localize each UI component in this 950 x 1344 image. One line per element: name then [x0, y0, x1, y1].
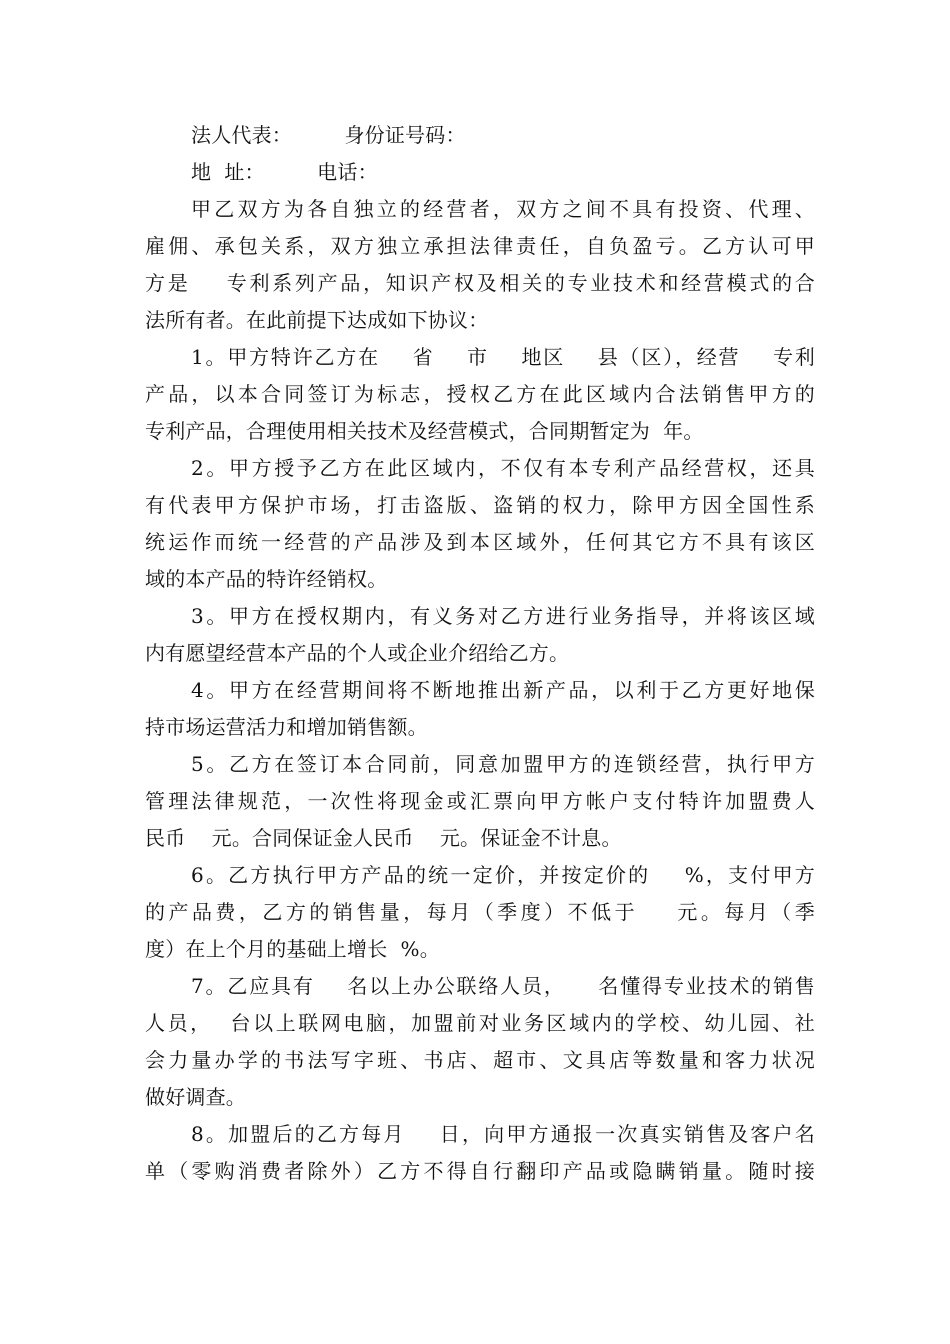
text-line: 8。加盟后的乙方每月 日，向甲方通报一次真实销售及客户名 — [191, 1122, 815, 1146]
text-line: 法人代表： 身份证号码： — [191, 123, 466, 147]
text-line: 甲乙双方为各自独立的经营者，双方之间不具有投资、代理、 — [191, 197, 815, 221]
text-line: 做好调查。 — [145, 1085, 246, 1109]
text-line: 的产品费，乙方的销售量，每月（季度）不低于 元。每月（季 — [145, 900, 815, 924]
text-line: 地 址： 电话： — [191, 160, 378, 184]
text-line: 产品，以本合同签订为标志，授权乙方在此区域内合法销售甲方的 — [145, 382, 815, 406]
text-line: 民币 元。合同保证金人民币 元。保证金不计息。 — [145, 826, 622, 850]
contract-text — [145, 117, 815, 1190]
text-line: 5。乙方在签订本合同前，同意加盟甲方的连锁经营，执行甲方 — [191, 752, 815, 776]
text-line: 1。甲方特许乙方在 省 市 地区 县（区），经营 专利 — [191, 345, 815, 369]
text-line: 7。乙应具有 名以上办公联络人员， 名懂得专业技术的销售 — [191, 974, 815, 998]
text-line: 域的本产品的特许经销权。 — [145, 567, 388, 591]
text-line: 度）在上个月的基础上增长 %。 — [145, 937, 440, 961]
text-line: 管理法律规范，一次性将现金或汇票向甲方帐户支付特许加盟费人 — [145, 789, 815, 813]
text-line: 法所有者。在此前提下达成如下协议： — [145, 308, 489, 332]
text-line: 统运作而统一经营的产品涉及到本区域外，任何其它方不具有该区 — [145, 530, 815, 554]
text-line: 专利产品，合理使用相关技术及经营模式，合同期暂定为 年。 — [145, 419, 704, 443]
text-line: 人员， 台以上联网电脑，加盟前对业务区域内的学校、幼儿园、社 — [145, 1011, 815, 1035]
text-line: 持市场运营活力和增加销售额。 — [145, 715, 428, 739]
text-line: 2。甲方授予乙方在此区域内，不仅有本专利产品经营权，还具 — [191, 456, 815, 480]
text-line: 会力量办学的书法写字班、书店、超市、文具店等数量和客力状况 — [145, 1048, 815, 1072]
text-line: 内有愿望经营本产品的个人或企业介绍给乙方。 — [145, 641, 570, 665]
text-line: 3。甲方在授权期内，有义务对乙方进行业务指导，并将该区域 — [191, 604, 815, 628]
text-line: 雇佣、承包关系，双方独立承担法律责任，自负盈亏。乙方认可甲 — [145, 234, 815, 258]
text-line: 有代表甲方保护市场，打击盗版、盗销的权力，除甲方因全国性系 — [145, 493, 815, 517]
text-line: 单（零购消费者除外）乙方不得自行翻印产品或隐瞒销量。随时接 — [145, 1159, 815, 1183]
text-line: 4。甲方在经营期间将不断地推出新产品，以利于乙方更好地保 — [191, 678, 815, 702]
text-line: 6。乙方执行甲方产品的统一定价，并按定价的 %，支付甲方 — [191, 863, 815, 887]
text-line: 方是 专利系列产品，知识产权及相关的专业技术和经营模式的合 — [145, 271, 815, 295]
